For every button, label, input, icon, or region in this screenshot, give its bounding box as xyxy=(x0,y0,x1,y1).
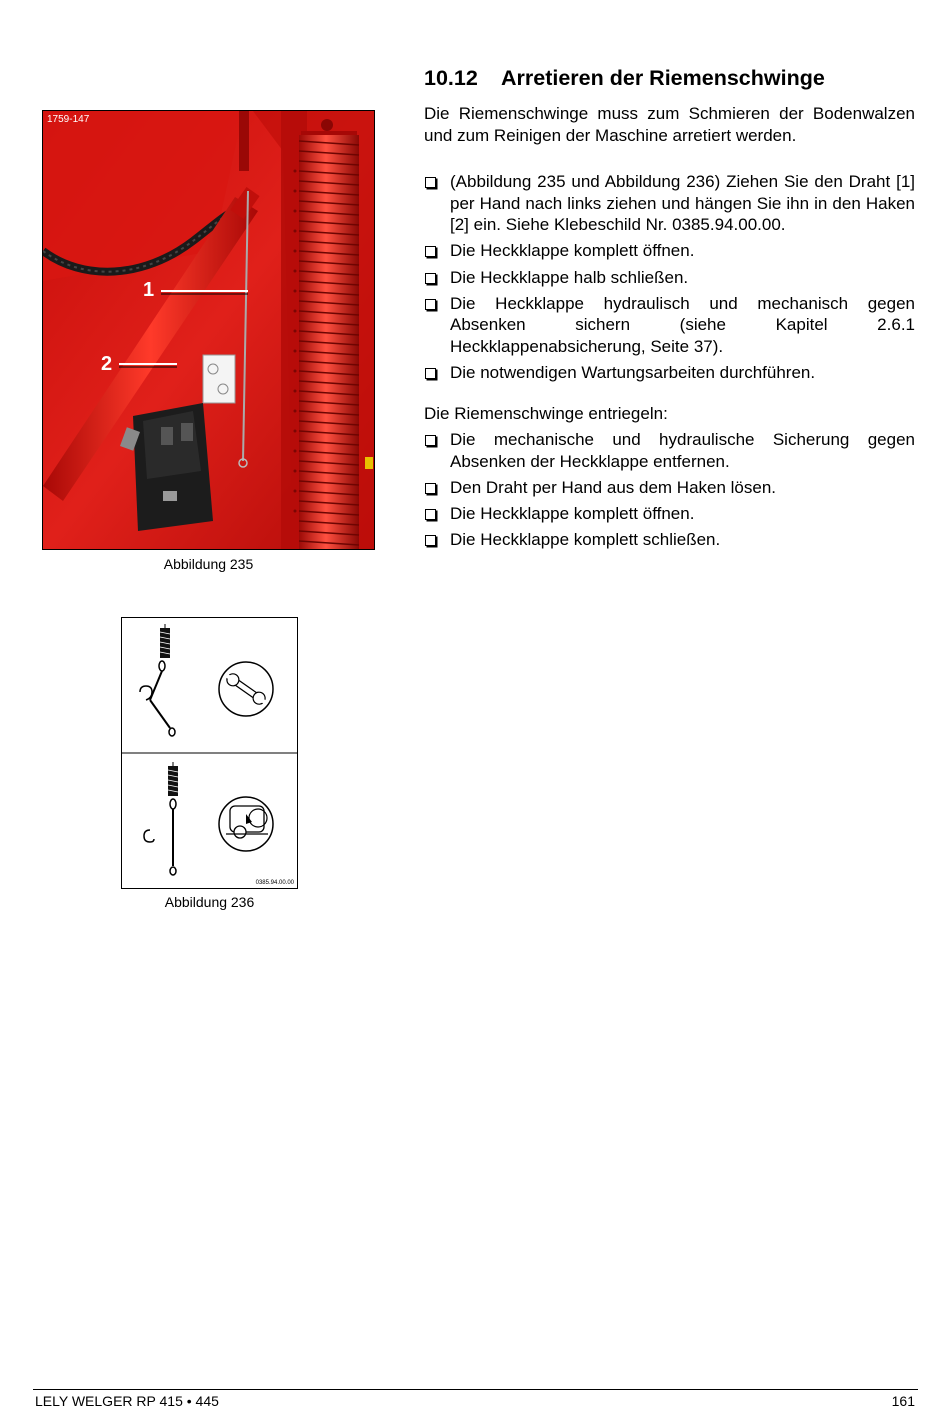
list-item-text: Die Heckklappe komplett öffnen. xyxy=(450,504,695,524)
page-number: 161 xyxy=(891,1393,915,1409)
figure-235-photo xyxy=(42,110,375,550)
list-item xyxy=(424,429,915,472)
section-number: 10.12 xyxy=(424,66,478,90)
list-item-text: Die notwendigen Wartungsarbeiten durchführen. xyxy=(450,363,816,383)
unlock-steps-list xyxy=(424,429,915,556)
list-item xyxy=(424,240,915,262)
section-heading xyxy=(424,66,924,91)
footer-divider xyxy=(33,1389,918,1390)
list-item-text: Die Heckklappe hydraulisch und mechanisch gegen Absenken sichern (siehe Kapitel 2.6.1 Heckklappenabsicherung, Seite 37). xyxy=(450,293,915,356)
checkbox-bullet-icon xyxy=(425,435,436,446)
machine-photo-illustration xyxy=(43,111,375,550)
checkbox-bullet-icon xyxy=(425,299,436,310)
list-item-text: (Abbildung 235 und Abbildung 236) Ziehen Sie den Draht [1] per Hand nach links ziehen und hängen Sie ihn in den Haken [2] ein. Siehe Klebeschild Nr. 0385.94.00.00. xyxy=(450,172,915,234)
callout-2: 2 xyxy=(101,353,113,375)
list-item xyxy=(424,171,915,236)
list-item xyxy=(424,503,915,525)
checkbox-bullet-icon xyxy=(425,368,436,379)
hook-icon xyxy=(140,686,152,700)
checkbox-bullet-icon xyxy=(425,483,436,494)
list-item xyxy=(424,267,915,289)
intro-paragraph: Die Riemenschwinge muss zum Schmieren der Bodenwalzen und zum Reinigen der Maschine arretiert werden. xyxy=(424,104,915,145)
list-item xyxy=(424,477,915,499)
decal-illustration xyxy=(122,618,297,888)
list-item-text: Die Heckklappe halb schließen. xyxy=(450,267,689,287)
callout-1: 1 xyxy=(143,279,155,301)
list-item-text: Die Heckklappe komplett öffnen. xyxy=(450,241,695,261)
list-item xyxy=(424,293,915,358)
checkbox-bullet-icon xyxy=(425,273,436,284)
decal-code: 0385.94.00.00 xyxy=(255,880,294,886)
figure-236-decal xyxy=(121,617,298,889)
checkbox-bullet-icon xyxy=(425,177,436,188)
list-item xyxy=(424,529,915,551)
lock-steps-list xyxy=(424,171,915,388)
spring-icon-2 xyxy=(168,762,178,796)
list-item-text: Die Heckklappe komplett schließen. xyxy=(450,530,721,550)
baler-icon xyxy=(226,806,268,838)
checkbox-bullet-icon xyxy=(425,509,436,520)
unlock-heading: Die Riemenschwinge entriegeln: xyxy=(424,404,668,423)
section-title: Arretieren der Riemenschwinge xyxy=(501,66,825,90)
wrench-icon xyxy=(223,670,269,707)
list-item xyxy=(424,362,915,384)
checkbox-bullet-icon xyxy=(425,246,436,257)
figure-236-caption: Abbildung 236 xyxy=(164,894,255,910)
figure-id-label: 1759-147 xyxy=(47,114,90,125)
list-item-text: Die mechanische und hydraulische Sicherung gegen Absenken der Heckklappe entfernen. xyxy=(450,430,915,471)
figure-235-caption: Abbildung 235 xyxy=(163,556,254,572)
footer-product-name: LELY WELGER RP 415 • 445 xyxy=(35,1393,219,1409)
list-item-text: Den Draht per Hand aus dem Haken lösen. xyxy=(450,477,777,497)
hook-icon-2 xyxy=(144,830,154,842)
checkbox-bullet-icon xyxy=(425,535,436,546)
spring-icon xyxy=(160,624,170,658)
